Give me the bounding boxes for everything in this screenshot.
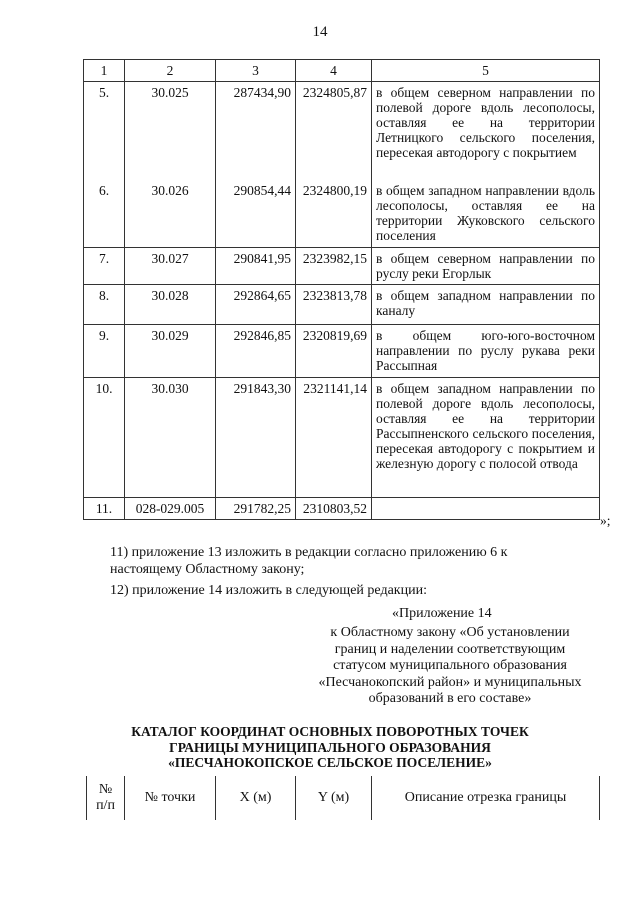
row-number: 9. [84, 325, 125, 378]
header-cell: 1 [84, 60, 125, 82]
catalog-header-num [87, 776, 125, 820]
appendix-line: образований в его составе» [368, 691, 532, 706]
segment-description [372, 498, 600, 520]
page-number: 14 [312, 24, 328, 40]
y-coordinate: 2321141,14 [296, 378, 372, 498]
point-number: 30.030 [125, 378, 216, 498]
table-row [84, 378, 600, 498]
segment-description: в общем западном направлении вдоль лесополосы, оставляя ее на территории Жуковского сельского поселения [372, 180, 600, 248]
x-coordinate: 287434,90 [216, 82, 296, 180]
y-coordinate: 2320819,69 [296, 325, 372, 378]
x-coordinate: 292846,85 [216, 325, 296, 378]
catalog-title-line: КАТАЛОГ КООРДИНАТ ОСНОВНЫХ ПОВОРОТНЫХ ТОЧЕК [131, 724, 529, 739]
paragraph-11-continuation: настоящему Областному закону; [110, 562, 305, 577]
paragraph-12: 12) приложение 14 изложить в следующей редакции: [110, 583, 427, 598]
catalog-header-x: X (м) [216, 776, 296, 820]
catalog-header-y: Y (м) [296, 776, 372, 820]
segment-description: в общем юго-юго-восточном направлении по руслу рукава реки Рассыпная [372, 325, 600, 378]
catalog-header-row [87, 776, 600, 820]
header-cell: 5 [372, 60, 600, 82]
segment-description: в общем северном направлении по руслу реки Егорлык [372, 248, 600, 285]
num-sign: № [98, 782, 113, 797]
row-number: 6. [84, 180, 125, 248]
y-coordinate: 2323982,15 [296, 248, 372, 285]
y-coordinate: 2324800,19 [296, 180, 372, 248]
segment-description: в общем северном направлении по полевой дороге вдоль лесополосы, оставляя ее на территории Летницкого сельского поселения, пересекая автодорогу с покрытием [372, 82, 600, 180]
row-number: 7. [84, 248, 125, 285]
catalog-header-desc: Описание отрезка границы [372, 776, 600, 820]
x-coordinate: 290854,44 [216, 180, 296, 248]
row-number: 8. [84, 285, 125, 325]
header-cell: 2 [125, 60, 216, 82]
coordinates-table [83, 59, 600, 520]
appendix-title: «Приложение 14 [392, 606, 492, 621]
point-number: 30.025 [125, 82, 216, 180]
segment-description: в общем западном направлении по каналу [372, 285, 600, 325]
point-number: 30.027 [125, 248, 216, 285]
paragraph-11: 11) приложение 13 изложить в редакции согласно приложению 6 к [110, 545, 508, 560]
point-number: 30.026 [125, 180, 216, 248]
appendix-line: к Областному закону «Об установлении [330, 625, 570, 640]
segment-description: в общем западном направлении по полевой дороге вдоль лесополосы, оставляя ее на территории Рассыпненского сельского поселения, пересекая автодорогу с покрытием и железную дорогу с полосой отвода [372, 378, 600, 498]
x-coordinate: 292864,65 [216, 285, 296, 325]
x-coordinate: 291843,30 [216, 378, 296, 498]
row-number: 11. [84, 498, 125, 520]
x-coordinate: 291782,25 [216, 498, 296, 520]
catalog-title-line: ГРАНИЦЫ МУНИЦИПАЛЬНОГО ОБРАЗОВАНИЯ [169, 739, 491, 755]
appendix-line: «Песчанокопский район» и муниципальных [318, 674, 582, 690]
table-row [84, 498, 600, 520]
appendix-line: статусом муниципального образования [333, 658, 567, 673]
point-number: 028-029.005 [125, 498, 216, 520]
row-number: 10. [84, 378, 125, 498]
num-abbrev: п/п [96, 798, 115, 813]
table-row [84, 285, 600, 325]
catalog-title-line: «ПЕСЧАНОКОПСКОЕ СЕЛЬСКОЕ ПОСЕЛЕНИЕ» [168, 755, 492, 770]
table-row [84, 180, 600, 248]
closing-quote: »; [600, 513, 611, 528]
table-row [84, 82, 600, 180]
x-coordinate: 290841,95 [216, 248, 296, 285]
header-cell: 4 [296, 60, 372, 82]
table-row [84, 248, 600, 285]
row-number: 5. [84, 82, 125, 180]
y-coordinate: 2310803,52 [296, 498, 372, 520]
point-number: 30.029 [125, 325, 216, 378]
table-header-row [84, 60, 600, 82]
appendix-subtitle [300, 625, 600, 708]
y-coordinate: 2323813,78 [296, 285, 372, 325]
appendix-line: границ и наделении соответствующим [334, 641, 566, 657]
point-number: 30.028 [125, 285, 216, 325]
catalog-title [100, 724, 560, 771]
y-coordinate: 2324805,87 [296, 82, 372, 180]
table-row [84, 325, 600, 378]
catalog-table [86, 776, 600, 820]
header-cell: 3 [216, 60, 296, 82]
catalog-header-point: № точки [125, 776, 216, 820]
